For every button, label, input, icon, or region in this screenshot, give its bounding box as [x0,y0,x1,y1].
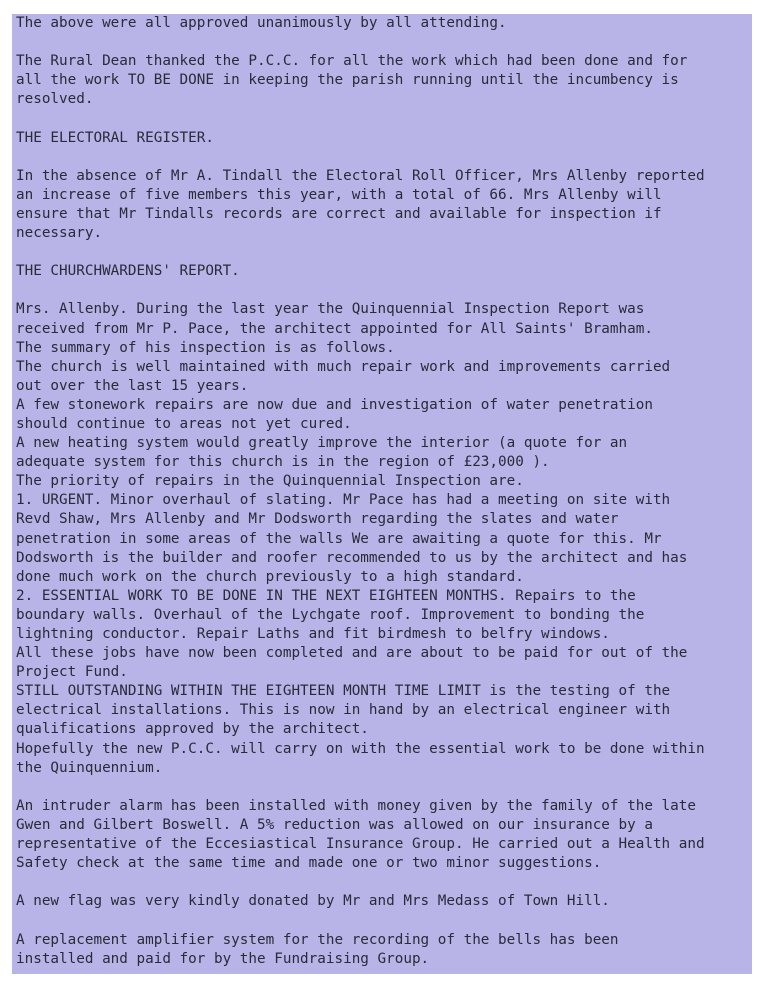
text-line: In the absence of Mr A. Tindall the Electoral Roll Officer, Mrs Allenby reported [16,167,705,184]
text-line: A new flag was very kindly donated by Mr and Mrs Medass of Town Hill. [16,893,610,910]
paragraph-gap [16,778,752,797]
text-line: representative of the Eccesiastical Insurance Group. He carried out a Health and [16,836,705,853]
text-line: installed and paid for by the Fundraising Group. [16,950,430,967]
text-line: A new heating system would greatly improve the interior (a quote for an [16,435,628,452]
paragraph-gap [16,873,752,892]
paragraph-gap [16,243,752,262]
paragraph [16,262,752,281]
paragraph-gap [16,148,752,167]
text-line: qualifications approved by the architect. [16,721,369,738]
paragraph [16,931,752,969]
paragraph-gap [16,281,752,300]
text-line: All these jobs have now been completed and are about to be paid for out of the [16,645,688,662]
text-line: resolved. [16,91,94,108]
text-line: adequate system for this church is in the region of £23,000 ). [16,454,550,471]
paragraph [16,129,752,148]
text-line: penetration in some areas of the walls We are awaiting a quote for this. Mr [16,530,662,547]
paragraph-gap [16,109,752,128]
paragraph [16,52,752,109]
text-line: The priority of repairs in the Quinquennial Inspection are. [16,473,524,490]
text-line: A few stonework repairs are now due and investigation of water penetration [16,396,653,413]
text-line: The Rural Dean thanked the P.C.C. for all the work which had been done and for [16,53,688,70]
text-line: Hopefully the new P.C.C. will carry on with the essential work to be done within [16,740,705,757]
text-line: 2. ESSENTIAL WORK TO BE DONE IN THE NEXT EIGHTEEN MONTHS. Repairs to the [16,587,636,604]
text-line: Dodsworth is the builder and roofer recommended to us by the architect and has [16,549,688,566]
text-line: done much work on the church previously to a high standard. [16,568,524,585]
text-line: The summary of his inspection is as follows. [16,339,395,356]
paragraph [16,892,752,911]
text-line: received from Mr P. Pace, the architect appointed for All Saints' Bramham. [16,320,653,337]
text-line: 1. URGENT. Minor overhaul of slating. Mr Pace has had a meeting on site with [16,492,671,509]
text-line: STILL OUTSTANDING WITHIN THE EIGHTEEN MONTH TIME LIMIT is the testing of the [16,683,671,700]
text-line: Mrs. Allenby. During the last year the Quinquennial Inspection Report was [16,301,645,318]
text-line: all the work TO BE DONE in keeping the parish running until the incumbency is [16,72,679,89]
text-line: should continue to areas not yet cured. [16,415,352,432]
text-line: Project Fund. [16,664,128,681]
text-line: A replacement amplifier system for the recording of the bells has been [16,931,619,948]
text-line: an increase of five members this year, with a total of 66. Mrs Allenby will [16,186,662,203]
text-line: The above were all approved unanimously by all attending. [16,15,507,31]
document-body [16,14,752,969]
paragraph [16,167,752,243]
text-line: necessary. [16,225,103,242]
text-line: ensure that Mr Tindalls records are correct and available for inspection if [16,205,662,222]
text-line: THE CHURCHWARDENS' REPORT. [16,263,240,280]
text-line: Safety check at the same time and made one or two minor suggestions. [16,855,602,872]
paragraph [16,300,752,777]
paragraph-gap [16,33,752,52]
text-line: THE ELECTORAL REGISTER. [16,129,214,146]
text-line: out over the last 15 years. [16,377,249,394]
text-line: Gwen and Gilbert Boswell. A 5% reduction was allowed on our insurance by a [16,816,653,833]
text-line: An intruder alarm has been installed with money given by the family of the late [16,797,696,814]
paragraph [16,14,752,33]
document-page [12,14,752,974]
paragraph-gap [16,911,752,930]
paragraph [16,797,752,873]
text-line: lightning conductor. Repair Laths and fit birdmesh to belfry windows. [16,626,610,642]
text-line: Revd Shaw, Mrs Allenby and Mr Dodsworth regarding the slates and water [16,511,619,528]
text-line: The church is well maintained with much repair work and improvements carried [16,358,671,375]
text-line: the Quinquennium. [16,759,163,776]
text-line: electrical installations. This is now in hand by an electrical engineer with [16,702,671,719]
text-line: boundary walls. Overhaul of the Lychgate roof. Improvement to bonding the [16,606,645,623]
